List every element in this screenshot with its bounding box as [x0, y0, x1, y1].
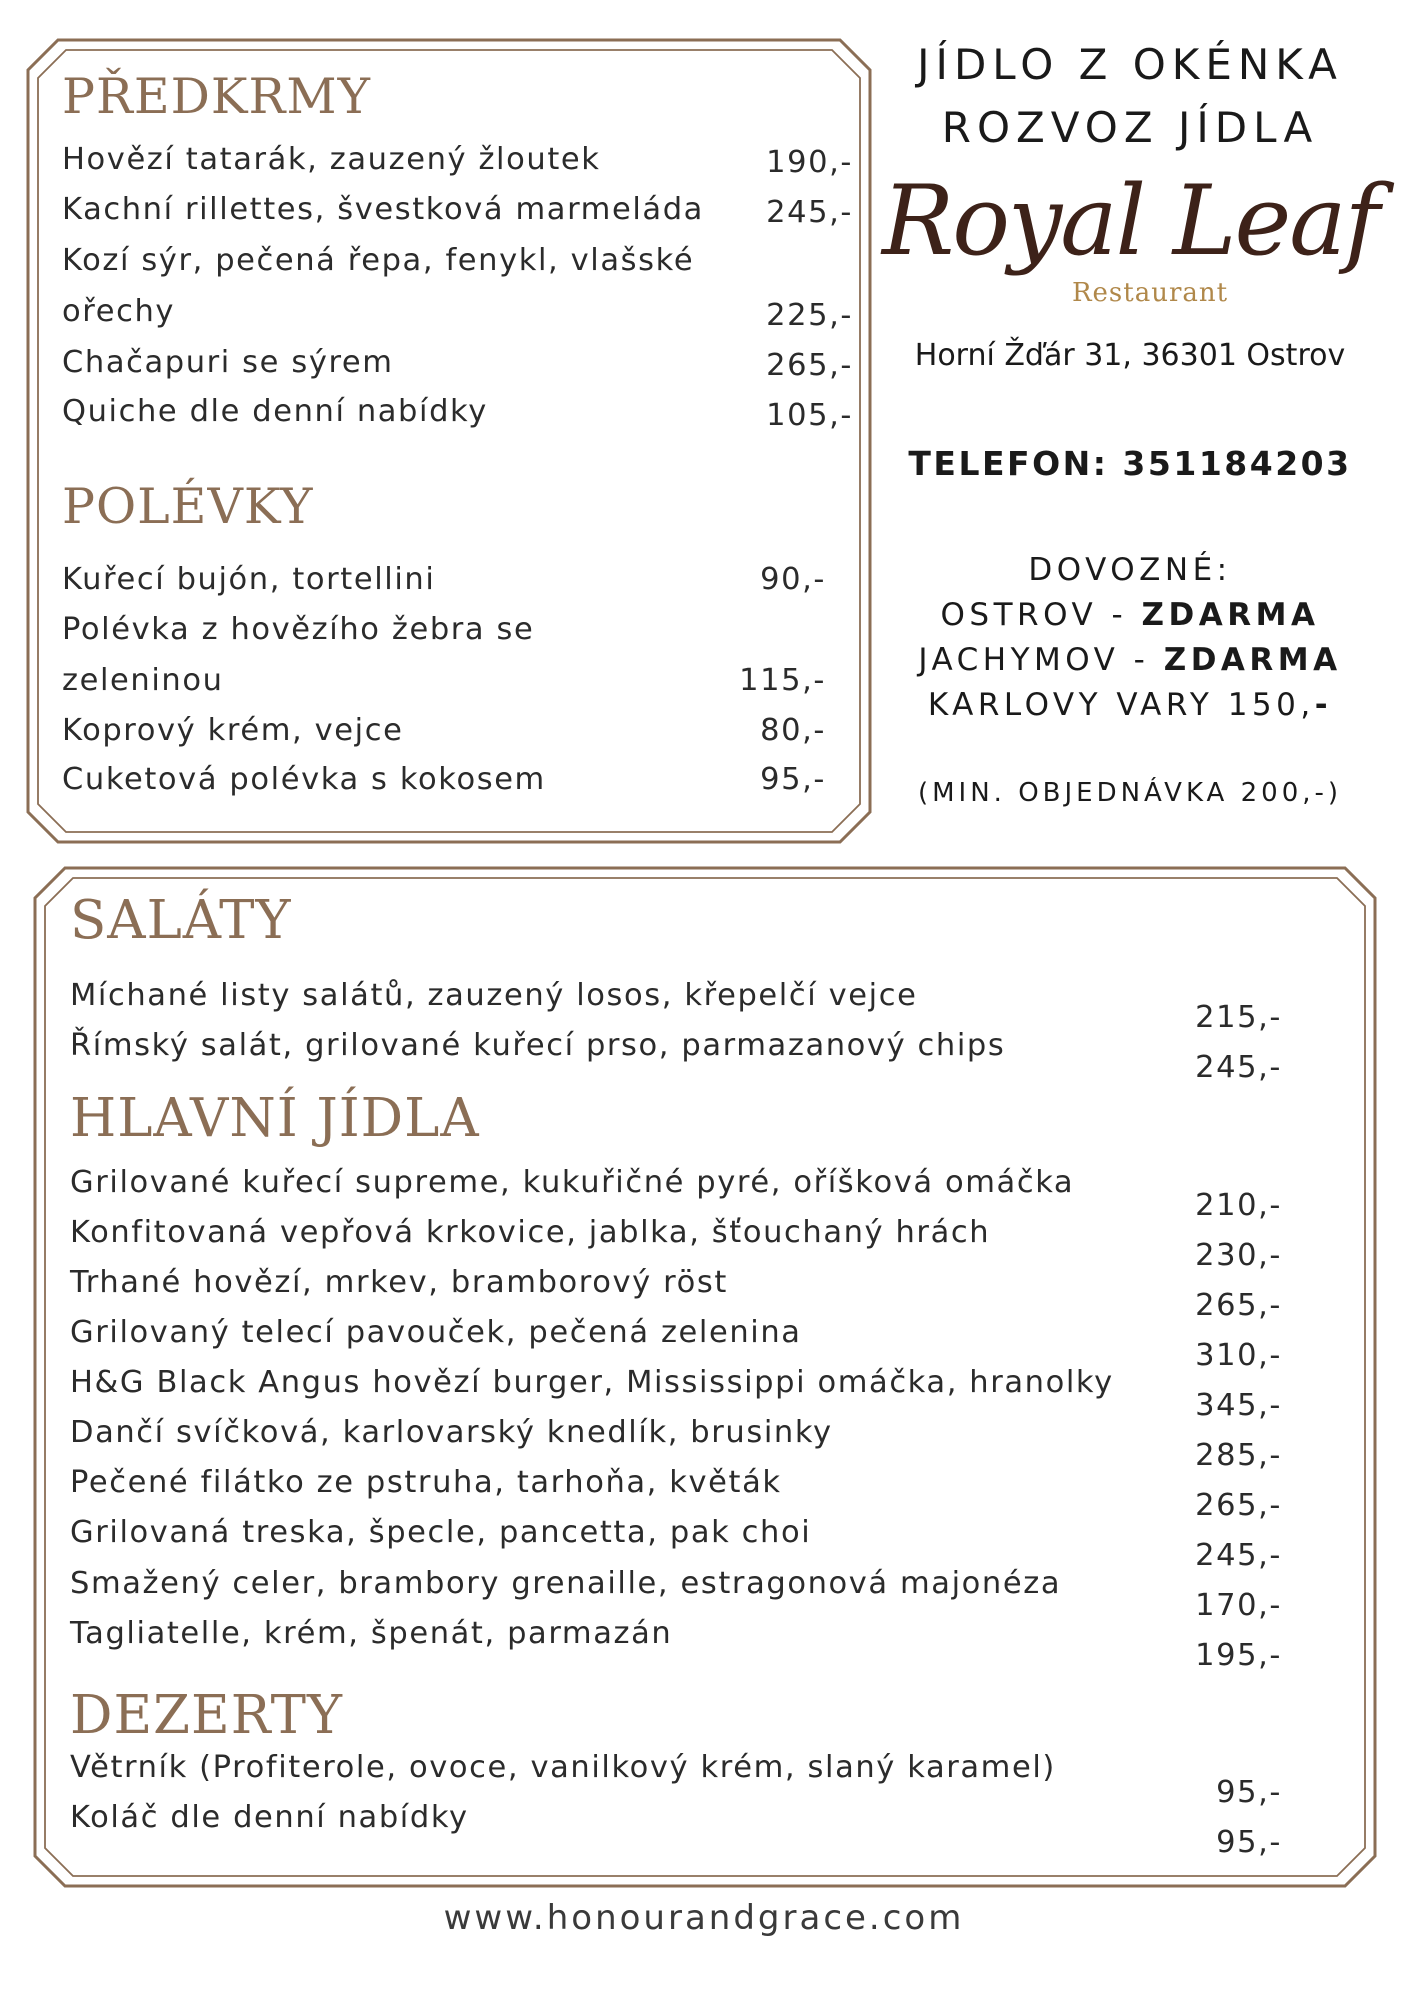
menu-item-price: 95,-: [760, 762, 826, 797]
menu-item-name: Quiche dle denní nabídky: [62, 394, 488, 429]
menu-item-name: Míchané listy salátů, zauzený losos, křepelčí vejce: [70, 978, 918, 1013]
minimum-order-note: (MIN. OBJEDNÁVKA 200,-): [917, 778, 1343, 808]
menu-item-name-continued: zeleninou: [62, 663, 224, 698]
menu-item-price: 95,-: [1216, 1775, 1282, 1810]
delivery-place: JACHYMOV -: [918, 642, 1164, 678]
menu-item-name-continued: ořechy: [62, 294, 176, 329]
section-heading-salaty: SALÁTY: [70, 890, 292, 951]
menu-item-name: Pečené filátko ze pstruha, tarhoňa, květák: [70, 1465, 782, 1500]
delivery-row-jachymov: [880, 642, 1380, 678]
menu-item-price: 215,-: [1195, 1000, 1282, 1035]
menu-item-name: Chačapuri se sýrem: [62, 345, 394, 380]
menu-item-price: 190,-: [766, 145, 853, 180]
menu-item-price: 265,-: [1195, 1288, 1282, 1323]
takeaway-title: JÍDLO Z OKÉNKA: [917, 40, 1343, 89]
menu-item-name: Trhané hovězí, mrkev, bramborový röst: [70, 1265, 728, 1300]
delivery-heading: DOVOZNÉ:: [1028, 552, 1232, 588]
delivery-cost: ZDARMA: [1163, 642, 1342, 678]
menu-item-name: Koláč dle denní nabídky: [70, 1800, 469, 1835]
menu-item-name: Koprový krém, vejce: [62, 713, 404, 748]
menu-item-name: Kuřecí bujón, tortellini: [62, 562, 436, 597]
menu-item-name: Konfitovaná vepřová krkovice, jablka, šťouchaný hrách: [70, 1215, 991, 1250]
menu-item-price: 115,-: [739, 663, 826, 698]
section-heading-polevky: POLÉVKY: [62, 478, 314, 535]
delivery-cost: ZDARMA: [1141, 597, 1320, 633]
menu-item-price: 265,-: [1195, 1488, 1282, 1523]
menu-item-name: Větrník (Profiterole, ovoce, vanilkový krém, slaný karamel): [70, 1750, 1056, 1785]
menu-item-price: 80,-: [760, 713, 826, 748]
menu-item-price: 90,-: [760, 562, 826, 597]
delivery-row-ostrov: [880, 597, 1380, 633]
restaurant-phone: TELEFON: 351184203: [908, 444, 1352, 483]
menu-item-name: Dančí svíčková, karlovarský knedlík, brusinky: [70, 1415, 833, 1450]
menu-item-price: 245,-: [766, 195, 853, 230]
menu-item-price: 105,-: [766, 398, 853, 433]
menu-item-name: Kachní rillettes, švestková marmeláda: [62, 192, 704, 227]
delivery-place: KARLOVY VARY 150,: [927, 687, 1315, 723]
menu-item-price: 230,-: [1195, 1238, 1282, 1273]
restaurant-logo-subtitle: Restaurant: [1071, 278, 1229, 308]
menu-item-name: Polévka z hovězího žebra se: [62, 612, 535, 647]
delivery-row-karlovy-vary: [880, 687, 1380, 723]
menu-item-price: 285,-: [1195, 1438, 1282, 1473]
menu-item-price: 210,-: [1195, 1188, 1282, 1223]
menu-item-price: 170,-: [1195, 1588, 1282, 1623]
menu-item-price: 265,-: [766, 348, 853, 383]
menu-item-price: 245,-: [1195, 1050, 1282, 1085]
menu-item-name: Kozí sýr, pečená řepa, fenykl, vlašské: [62, 243, 695, 278]
menu-item-name: Grilovaná treska, špecle, pancetta, pak choi: [70, 1515, 812, 1550]
menu-item-price: 225,-: [766, 298, 853, 333]
restaurant-logo: Royal Leaf: [881, 165, 1379, 277]
restaurant-address: Horní Žďár 31, 36301 Ostrov: [914, 338, 1346, 373]
menu-item-price: 95,-: [1216, 1825, 1282, 1860]
menu-item-price: 310,-: [1195, 1338, 1282, 1373]
menu-item-name: Cuketová polévka s kokosem: [62, 762, 546, 797]
website-link[interactable]: www.honourandgrace.com: [443, 1898, 965, 1938]
section-heading-predkrmy: PŘEDKRMY: [62, 68, 371, 125]
section-heading-hlavni-jidla: HLAVNÍ JÍDLA: [70, 1088, 480, 1149]
menu-item-name: Římský salát, grilované kuřecí prso, parmazanový chips: [70, 1028, 1006, 1063]
menu-item-price: 345,-: [1195, 1388, 1282, 1423]
menu-item-name: Smažený celer, brambory grenaille, estragonová majonéza: [70, 1566, 1062, 1601]
menu-item-name: H&G Black Angus hovězí burger, Mississippi omáčka, hranolky: [70, 1365, 1114, 1400]
section-heading-dezerty: DEZERTY: [70, 1685, 344, 1746]
menu-item-name: Hovězí tatarák, zauzený žloutek: [62, 142, 601, 177]
delivery-title: ROZVOZ JÍDLA: [941, 103, 1319, 152]
menu-item-price: 245,-: [1195, 1538, 1282, 1573]
menu-item-name: Grilovaný telecí pavouček, pečená zelenina: [70, 1315, 802, 1350]
menu-item-name: Tagliatelle, krém, špenát, parmazán: [70, 1616, 673, 1651]
menu-item-price: 195,-: [1195, 1638, 1282, 1673]
delivery-place: OSTROV -: [940, 597, 1142, 633]
menu-item-name: Grilované kuřecí supreme, kukuřičné pyré, oříšková omáčka: [70, 1165, 1075, 1200]
delivery-cost: -: [1314, 687, 1333, 723]
